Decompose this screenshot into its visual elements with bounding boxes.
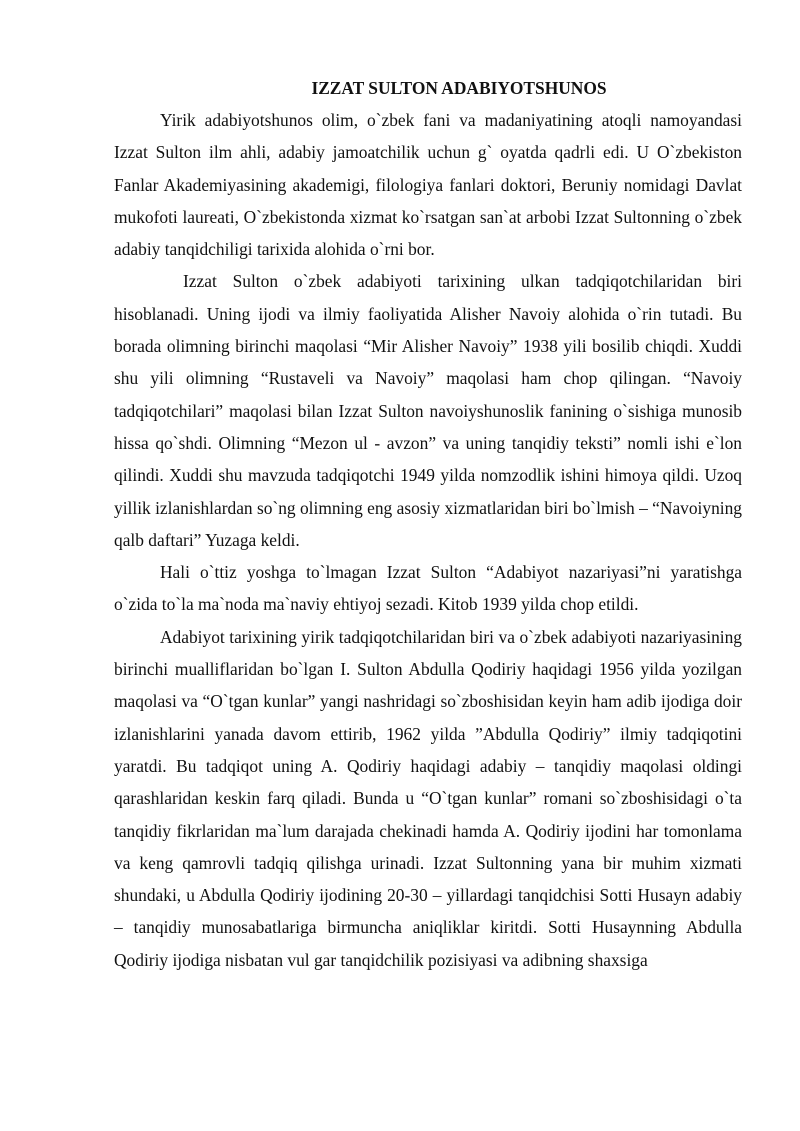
paragraph-intro: Yirik adabiyotshunos olim, o`zbek fani va madaniyatining atoqli namoyandasi Izzat Sulton ilm ahli, adabiy jamoatchilik uchun g` oyatda qadrli edi. U O`zbekiston Fanlar Akademiyasining akademigi, filologiya fanlari doktori, Beruniy nomidagi Davlat mukofoti laureati, O`zbekistonda xizmat ko`rsatgan san`at arbobi Izzat Sultonning o`zbek adabiy tanqidchiligi tarixida alohida o`rni bor.: [114, 110, 742, 260]
document-body: [114, 75, 742, 976]
document-title: IZZAT SULTON ADABIYOTSHUNOS: [311, 78, 607, 98]
paragraph-literary-theory: Hali o`ttiz yoshga to`lmagan Izzat Sulton “Adabiyot nazariyasi”ni yaratishga o`zida to`la ma`noda ma`naviy ehtiyoj sezadi. Kitob 1939 yilda chop etildi.: [114, 562, 742, 615]
paragraph-qodiriy-research: Adabiyot tarixining yirik tadqiqotchilaridan biri va o`zbek adabiyoti nazariyasining birinchi mualliflaridan bo`lgan I. Sulton Abdulla Qodiriy haqidagi 1956 yilda yozilgan maqolasi va “O`tgan kunlar” yangi nashridagi so`zboshisidan keyin ham adib ijodiga doir izlanishlarini yanada davom ettirib, 1962 yilda ”Abdulla Qodiriy” ilmiy tadqiqotini yaratdi. Bu tadqiqot uning A. Qodiriy haqidagi adabiy – tanqidiy maqolasi oldingi qarashlaridan keskin farq qiladi. Bunda u “O`tgan kunlar” romani so`zboshisidagi o`ta tanqidiy fikrlaridan ma`lum darajada chekinadi hamda A. Qodiriy ijodini har tomonlama va keng qamrovli tadqiq qilishga urinadi. Izzat Sultonning yana bir muhim xizmati shundaki, u Abdulla Qodiriy ijodining 20-30 – yillardagi tanqidchisi Sotti Husayn adabiy – tanqidiy munosabatlariga birmuncha aniqliklar kiritdi. Sotti Husaynning Abdulla Qodiriy ijodiga nisbatan vul gar tanqidchilik pozisiyasi va adibning shaxsiga: [114, 626, 742, 970]
paragraph-navoiy-studies: Izzat Sulton o`zbek adabiyoti tarixining ulkan tadqiqotchilaridan biri hisoblanadi. Uning ijodi va ilmiy faoliyatida Alisher Navoiy alohida o`rin tutadi. Bu borada olimning birinchi maqolasi “Mir Alisher Navoiy” 1938 yili bosilib chiqdi. Xuddi shu yili olimning “Rustaveli va Navoiy” maqolasi ham chop qilingan. “Navoiy tadqiqotchilari” maqolasi bilan Izzat Sulton navoiyshunoslik fanining o`sishiga munosib hissa qo`shdi. Olimning “Mezon ul - avzon” va uning tanqidiy teksti” nomli ishi e`lon qilindi. Xuddi shu mavzuda tadqiqotchi 1949 yilda nomzodlik ishini himoya qildi. Uzoq yillik izlanishlardan so`ng olimning eng asosiy xizmatlaridan biri bo`lmish – “Navoiyning qalb daftari” Yuzaga keldi.: [114, 271, 742, 550]
